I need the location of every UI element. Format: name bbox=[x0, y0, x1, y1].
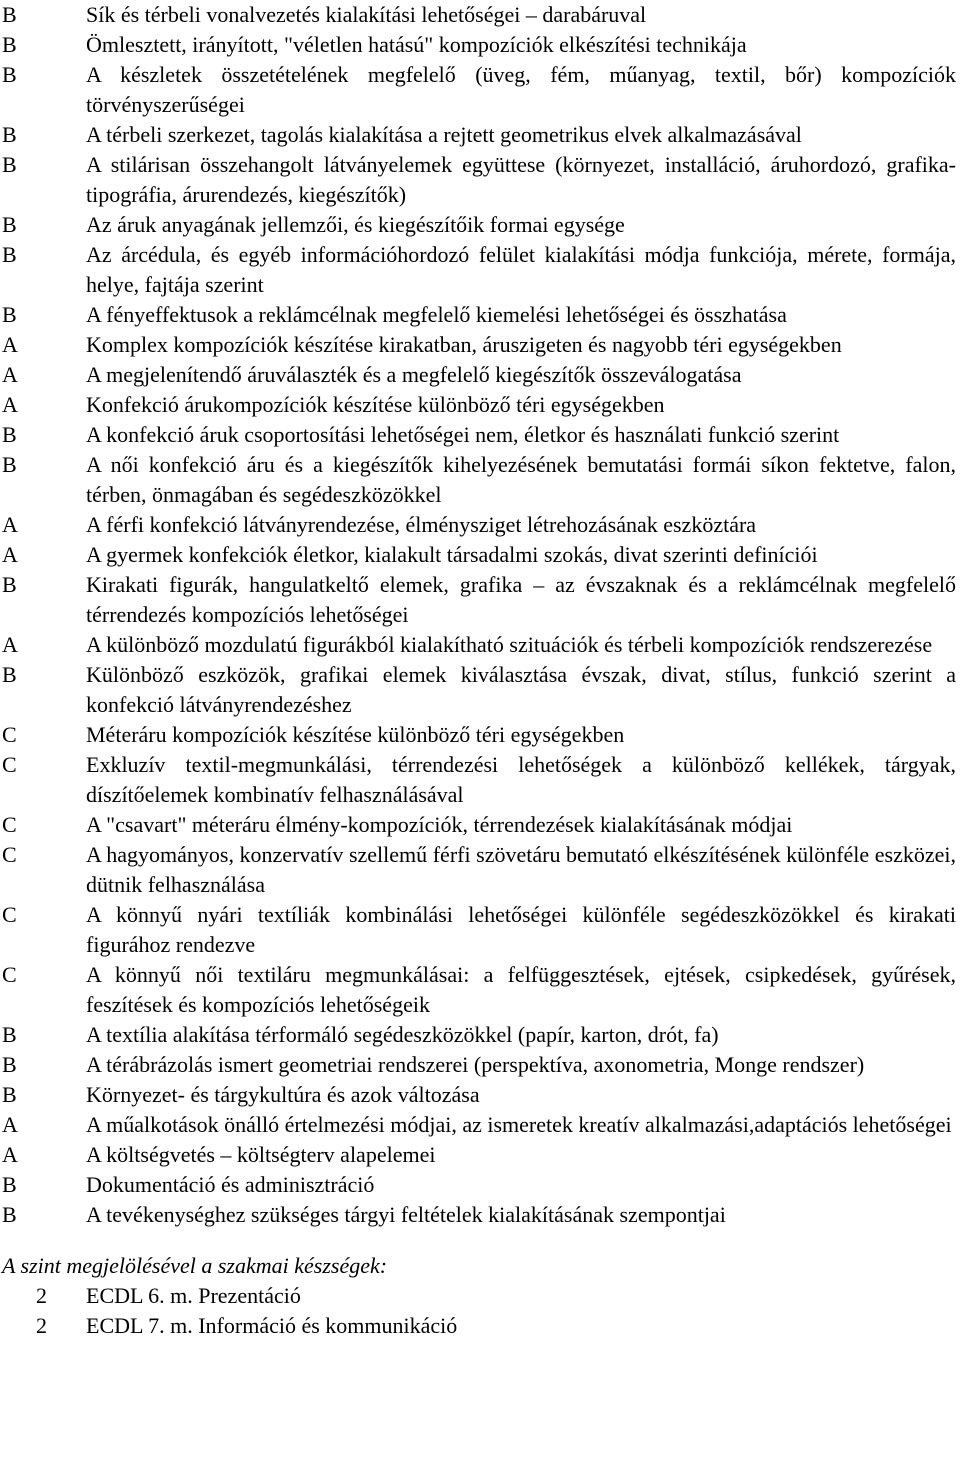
item-text: A tevékenységhez szükséges tárgyi feltételek kialakításának szempontjai bbox=[86, 1202, 726, 1227]
item-text: Az áruk anyagának jellemzői, és kiegészítőik formai egysége bbox=[86, 212, 625, 237]
item-text: A különböző mozdulatú figurákból kialakítható szituációk és térbeli kompozíciók rendszerezése bbox=[86, 632, 933, 657]
level-label: A bbox=[2, 332, 18, 357]
list-item bbox=[0, 360, 960, 390]
list-item bbox=[0, 750, 960, 810]
level-label: A bbox=[2, 392, 18, 417]
list-item bbox=[0, 660, 960, 720]
level-label: B bbox=[2, 452, 17, 477]
list-item bbox=[0, 1080, 960, 1110]
skills-heading: A szint megjelölésével a szakmai készségek: bbox=[2, 1253, 388, 1278]
level-label: A bbox=[2, 542, 18, 567]
level-label: A bbox=[2, 632, 18, 657]
list-item bbox=[0, 300, 960, 330]
level-label: B bbox=[2, 242, 17, 267]
level-label: B bbox=[2, 572, 17, 597]
list-item bbox=[0, 30, 960, 60]
list-item bbox=[0, 1200, 960, 1230]
list-item bbox=[0, 0, 960, 30]
level-label: B bbox=[2, 2, 17, 27]
item-text: A konfekció áruk csoportosítási lehetőségei nem, életkor és használati funkció szerint bbox=[86, 422, 840, 447]
item-text: A költségvetés – költségterv alapelemei bbox=[86, 1142, 436, 1167]
level-label: C bbox=[2, 752, 17, 777]
item-text: Dokumentáció és adminisztráció bbox=[86, 1172, 375, 1197]
item-text: A textília alakítása térformáló segédeszközökkel (papír, karton, drót, fa) bbox=[86, 1022, 719, 1047]
item-text: A női konfekció áru és a kiegészítők kihelyezésének bemutatási formái síkon fektetve, falon, térben, önmagában és segédeszközökkel bbox=[86, 452, 956, 507]
level-label: B bbox=[2, 1022, 17, 1047]
item-text: A térábrázolás ismert geometriai rendszerei (perspektíva, axonometria, Monge rendszer) bbox=[86, 1052, 865, 1077]
level-label: B bbox=[2, 662, 17, 687]
item-text: Sík és térbeli vonalvezetés kialakítási lehetőségei – darabáruval bbox=[86, 2, 647, 27]
item-text: A fényeffektusok a reklámcélnak megfelelő kiemelési lehetőségei és összhatása bbox=[86, 302, 787, 327]
item-text: A térbeli szerkezet, tagolás kialakítása a rejtett geometrikus elvek alkalmazásával bbox=[86, 122, 802, 147]
list-item bbox=[0, 540, 960, 570]
list-item bbox=[0, 390, 960, 420]
item-text: A műalkotások önálló értelmezési módjai, az ismeretek kreatív alkalmazási,adaptációs lehetőségei bbox=[86, 1112, 952, 1137]
list-item bbox=[0, 510, 960, 540]
level-label: C bbox=[2, 842, 17, 867]
skills-list bbox=[0, 1281, 960, 1341]
list-item bbox=[0, 810, 960, 840]
level-label: A bbox=[2, 512, 18, 537]
item-text: Kirakati figurák, hangulatkeltő elemek, grafika – az évszaknak és a reklámcélnak megfelelő térrendezés kompozíciós lehetőségei bbox=[86, 572, 956, 627]
skill-item bbox=[0, 1281, 960, 1311]
item-text: A férfi konfekció látványrendezése, élménysziget létrehozásának eszköztára bbox=[86, 512, 757, 537]
list-item bbox=[0, 1170, 960, 1200]
level-label: B bbox=[2, 152, 17, 177]
level-label: B bbox=[2, 32, 17, 57]
item-text: Az árcédula, és egyéb információhordozó felület kialakítási módja funkciója, mérete, formája, helye, fajtája szerint bbox=[86, 242, 956, 297]
item-text: Ömlesztett, irányított, "véletlen hatású" kompozíciók elkészítési technikája bbox=[86, 32, 747, 57]
level-label: A bbox=[2, 1112, 18, 1137]
item-text: A gyermek konfekciók életkor, kialakult társadalmi szokás, divat szerinti definíciói bbox=[86, 542, 818, 567]
level-label: B bbox=[2, 62, 17, 87]
level-label: C bbox=[2, 722, 17, 747]
item-text: ECDL 6. m. Prezentáció bbox=[86, 1283, 301, 1308]
list-item bbox=[0, 960, 960, 1020]
item-text: Exkluzív textil-megmunkálási, térrendezési lehetőségek a különböző kellékek, tárgyak, díszítőelemek kombinatív felhasználásával bbox=[86, 752, 956, 807]
item-text: Különböző eszközök, grafikai elemek kiválasztása évszak, divat, stílus, funkció szerint a konfekció látványrendezéshez bbox=[86, 662, 956, 717]
list-item bbox=[0, 240, 960, 300]
list-item bbox=[0, 120, 960, 150]
list-item bbox=[0, 330, 960, 360]
level-label: B bbox=[2, 302, 17, 327]
list-item bbox=[0, 840, 960, 900]
level-label: C bbox=[2, 812, 17, 837]
level-label: 2 bbox=[36, 1283, 47, 1308]
level-label: C bbox=[2, 962, 17, 987]
list-item bbox=[0, 630, 960, 660]
item-text: Környezet- és tárgykultúra és azok változása bbox=[86, 1082, 480, 1107]
list-item bbox=[0, 60, 960, 120]
level-label: B bbox=[2, 1052, 17, 1077]
item-text: A könnyű nyári textíliák kombinálási lehetőségei különféle segédeszközökkel és kirakati figurához rendezve bbox=[86, 902, 956, 957]
level-label: B bbox=[2, 1172, 17, 1197]
level-label: B bbox=[2, 422, 17, 447]
item-text: A stilárisan összehangolt látványelemek együttese (környezet, installáció, áruhordozó, grafika-tipográfia, árurendezés, kiegészítők) bbox=[86, 152, 956, 207]
list-item bbox=[0, 900, 960, 960]
item-text: A megjelenítendő áruválaszték és a megfelelő kiegészítők összeválogatása bbox=[86, 362, 742, 387]
level-label: B bbox=[2, 212, 17, 237]
list-item bbox=[0, 1110, 960, 1140]
list-item bbox=[0, 1020, 960, 1050]
item-text: A készletek összetételének megfelelő (üveg, fém, műanyag, textil, bőr) kompozíciók törvényszerűségei bbox=[86, 62, 956, 117]
list-item bbox=[0, 420, 960, 450]
skill-item bbox=[0, 1311, 960, 1341]
level-label: B bbox=[2, 122, 17, 147]
level-label: A bbox=[2, 362, 18, 387]
item-text: A könnyű női textiláru megmunkálásai: a felfüggesztések, ejtések, csipkedések, gyűrések, feszítések és kompozíciós lehetőségeik bbox=[86, 962, 956, 1017]
list-item bbox=[0, 570, 960, 630]
level-label: B bbox=[2, 1202, 17, 1227]
list-item bbox=[0, 1140, 960, 1170]
level-label: 2 bbox=[36, 1313, 47, 1338]
level-label: A bbox=[2, 1142, 18, 1167]
list-item bbox=[0, 150, 960, 210]
item-text: Méteráru kompozíciók készítése különböző téri egységekben bbox=[86, 722, 625, 747]
item-text: A hagyományos, konzervatív szellemű férfi szövetáru bemutató elkészítésének különféle eszközei, dütnik felhasználása bbox=[86, 842, 956, 897]
list-item bbox=[0, 210, 960, 240]
item-text: Komplex kompozíciók készítése kirakatban, áruszigeten és nagyobb téri egységekben bbox=[86, 332, 842, 357]
list-item bbox=[0, 720, 960, 750]
item-text: A "csavart" méteráru élmény-kompozíciók, térrendezések kialakításának módjai bbox=[86, 812, 793, 837]
list-item bbox=[0, 1050, 960, 1080]
item-text: Konfekció árukompozíciók készítése különböző téri egységekben bbox=[86, 392, 665, 417]
level-label: C bbox=[2, 902, 17, 927]
item-text: ECDL 7. m. Információ és kommunikáció bbox=[86, 1313, 458, 1338]
list-item bbox=[0, 450, 960, 510]
level-label: B bbox=[2, 1082, 17, 1107]
